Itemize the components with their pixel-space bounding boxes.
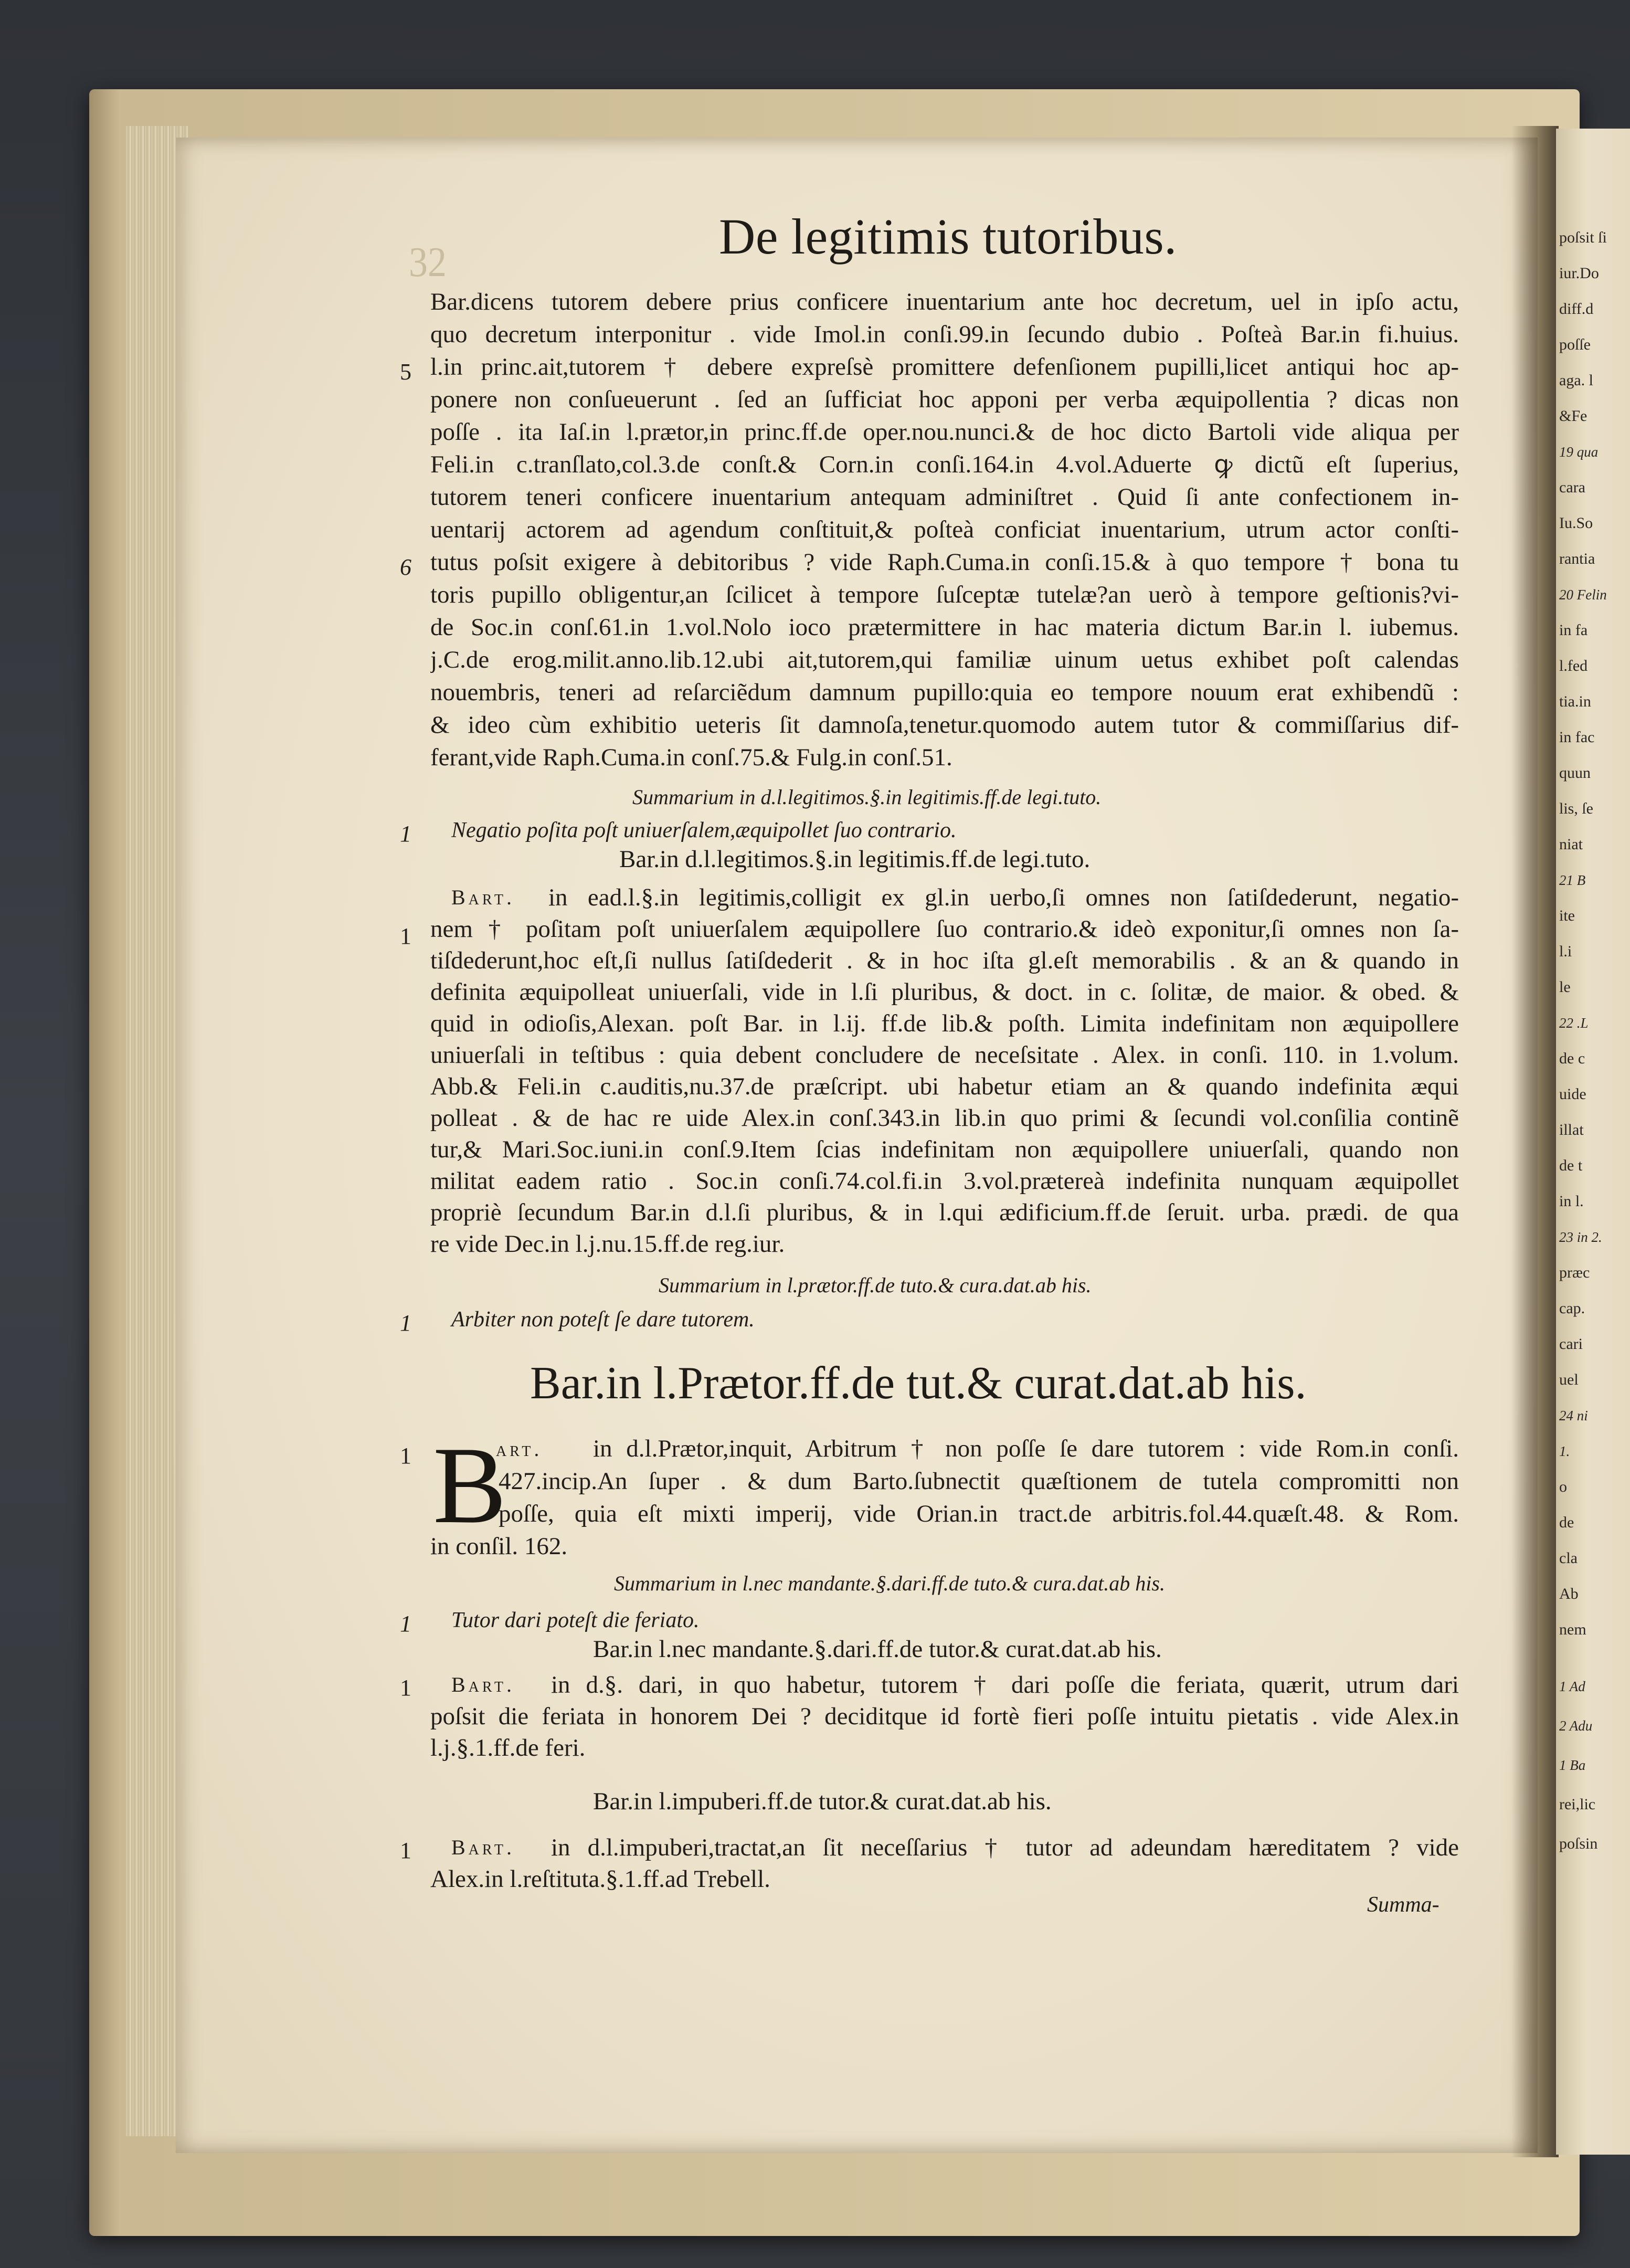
text-line: Abb.& Feli.in c.auditis,nu.37.de præſcript. ubi habetur etiam an & quando indefinita æqui: [430, 1073, 1459, 1100]
lead-word: Bart.: [451, 1836, 515, 1859]
facing-page-text: poſſe: [1559, 336, 1591, 353]
note-number: 1: [400, 821, 411, 847]
facing-page-text: le: [1559, 978, 1571, 996]
text-line: ferant,vide Raph.Cuma.in conſ.75.& Fulg.in conſ.51.: [430, 744, 952, 771]
facing-page-text: in l.: [1559, 1193, 1584, 1210]
facing-page-text: niat: [1559, 836, 1583, 853]
text-line: in d.l.Prætor,inquit, Arbitrum † non poſſe ſe dare tutorem : vide Rom.in conſi.: [593, 1435, 1459, 1462]
facing-page-text: diff.d: [1559, 300, 1594, 318]
gutter-shadow: [1511, 126, 1559, 2157]
text-line: polleat . & de hac re uide Alex.in conſ.343.in lib.in quo primi & ſecundi vol.conſilia continẽ: [430, 1104, 1459, 1132]
facing-page-text: quun: [1559, 764, 1591, 782]
text-line: toris pupillo obligentur,an ſcilicet à tempore ſuſceptæ tutelæ?an uerò à tempore geſtionis?vi-: [430, 581, 1459, 608]
lead-word: art.: [496, 1437, 543, 1461]
facing-page-text: poſsit ſi: [1559, 229, 1607, 246]
facing-page-text: 20 Felin: [1559, 587, 1607, 603]
margin-number: 6: [400, 554, 411, 580]
facing-page-text: de: [1559, 1514, 1574, 1531]
facing-page-text: illat: [1559, 1121, 1584, 1138]
text-line: nem † poſitam poſt uniuerſalem æquipollere ſuo contrario.& ideò exponitur,ſi omnes non ſa-: [430, 915, 1459, 943]
text-line: in d.§. dari, in quo habetur, tutorem † dari poſſe die feriata, quærit, utrum dari: [551, 1671, 1459, 1699]
facing-page-text: in fac: [1559, 729, 1595, 746]
facing-page-text: &Fe: [1559, 407, 1587, 425]
facing-page-text: 22 .L: [1559, 1015, 1589, 1031]
text-line: de Soc.in conſ.61.in 1.vol.Nolo ioco prætermittere in hac materia dictum Bar.in l. iubemus.: [430, 614, 1459, 641]
facing-page-text: lis, ſe: [1559, 800, 1593, 817]
facing-page-text: uide: [1559, 1085, 1586, 1103]
facing-page-text: l.fed: [1559, 657, 1588, 674]
text-line: tur,& Mari.Soc.iuni.in conſ.9.Item ſcias indefinitam non æquipollere uniuerſali, quando non: [430, 1136, 1459, 1163]
text-line: tutorem teneri conficere inuentarium antequam adminiſtret . Quid ſi ante confectionem in-: [430, 483, 1459, 511]
text-line: l.j.§.1.ff.de feri.: [430, 1734, 586, 1761]
facing-page-text: rei,lic: [1559, 1796, 1596, 1813]
facing-page-text: l.i: [1559, 943, 1572, 960]
section-heading: Bar.in l.Prætor.ff.de tut.& curat.dat.ab his.: [530, 1358, 1307, 1409]
summary-line: Summarium in l.nec mandante.§.dari.ff.de tuto.& cura.dat.ab his.: [614, 1571, 1165, 1595]
facing-page-text: Iu.So: [1559, 514, 1593, 532]
summary-note: Arbiter non poteſt ſe dare tutorem.: [451, 1307, 755, 1332]
facing-page-text: iur.Do: [1559, 265, 1599, 282]
facing-page-text: poſsin: [1559, 1835, 1598, 1852]
margin-number: 1: [400, 1675, 411, 1701]
facing-page-text: Ab: [1559, 1585, 1579, 1602]
text-line: Alex.in l.reſtituta.§.1.ff.ad Trebell.: [430, 1865, 770, 1893]
text-line: tiſdederunt,hoc eſt,ſi nullus ſatiſdederit . & in hoc iſta gl.eſt memorabilis . & an & quando in: [430, 947, 1459, 974]
page-number-mark: 32: [409, 239, 447, 286]
text-line: j.C.de erog.milit.anno.lib.12.ubi ait,tutorem,qui familiæ uinum uetus exhibet poſt calendas: [430, 646, 1459, 673]
note-number: 1: [400, 1310, 411, 1336]
text-line: propriè ſecundum Bar.in d.l.ſi pluribus, & in l.qui ædificium.ff.de ſeruit. urba. prædi. de qua: [430, 1199, 1459, 1226]
text-line: quo decretum interponitur . vide Imol.in conſi.99.in ſecundo dubio . Poſteà Bar.in fi.huius.: [430, 321, 1459, 348]
text-line: l.in princ.ait,tutorem † debere expreſsè promittere defenſionem pupilli,licet antiqui hoc ap-: [430, 353, 1459, 381]
text-line: 427.incip.An ſuper . & dum Barto.ſubnectit quæſtionem de tutela compromitti non: [499, 1468, 1459, 1495]
text-line: poſſe, quia eſt mixti imperij, vide Orian.in tract.de arbitris.fol.44.quæſt.48. & Rom.: [499, 1500, 1459, 1527]
facing-page-text: de c: [1559, 1050, 1585, 1067]
text-line: poſsit die feriata in honorem Dei ? deciditque id fortè fieri poſſe intuitu pietatis . vide Alex.in: [430, 1703, 1459, 1730]
lead-word: Bart.: [451, 885, 515, 909]
facing-page-text: 1 Ba: [1559, 1757, 1586, 1773]
margin-number: 5: [400, 359, 411, 385]
summary-line: Summarium in l.prætor.ff.de tuto.& cura.dat.ab his.: [659, 1273, 1092, 1297]
facing-page-text: tia.in: [1559, 693, 1591, 710]
facing-page-text: 2 Adu: [1559, 1718, 1593, 1734]
facing-page-text: in fa: [1559, 621, 1588, 639]
text-line: militat eadem ratio . Soc.in conſi.74.col.fi.in 3.vol.prætereà indefinita nunquam æquipollet: [430, 1167, 1459, 1195]
text-line: & ideo cùm exhibitio ueteris ſit damnoſa,tenetur.quomodo autem tutor & commiſſarius dif-: [430, 711, 1459, 739]
text-line: quid in odioſis,Alexan. poſt Bar. in l.ij. ff.de lib.& poſth. Limita indefinitam non æquipollere: [430, 1010, 1459, 1037]
margin-number: 1: [400, 1443, 411, 1469]
facing-page-text: 23 in 2.: [1559, 1229, 1602, 1245]
drop-capital: B: [433, 1425, 507, 1546]
facing-page-text: cap.: [1559, 1300, 1585, 1317]
summary-note: Negatio poſita poſt uniuerſalem,æquipollet ſuo contrario.: [451, 818, 957, 842]
section-heading: Bar.in l.impuberi.ff.de tutor.& curat.dat.ab his.: [593, 1788, 1052, 1815]
catchword: Summa-: [1367, 1893, 1440, 1917]
facing-page-text: o: [1559, 1478, 1567, 1495]
text-line: Bar.dicens tutorem debere prius conficere inuentarium ante hoc decretum, uel in ipſo actu,: [430, 288, 1459, 315]
text-line: definita æquipolleat uniuerſali, vide in l.ſi pluribus, & doct. in c. ſolitæ, de maior. & obed. &: [430, 978, 1459, 1006]
facing-page-text: rantia: [1559, 550, 1595, 567]
facing-page-text: uel: [1559, 1371, 1579, 1388]
text-line: in ead.l.§.in legitimis,colligit ex gl.in uerbo,ſi omnes non ſatiſdederunt, negatio-: [548, 884, 1459, 911]
summary-line: Summarium in d.l.legitimos.§.in legitimis.ff.de legi.tuto.: [632, 785, 1102, 809]
margin-number: 1: [400, 923, 411, 949]
running-head: De legitimis tutoribus.: [719, 208, 1177, 265]
text-line: nouembris, teneri ad reſarciẽdum damnum pupillo:quia eo tempore nouum erat exhibendũ :: [430, 679, 1459, 706]
text-line: re vide Dec.in l.j.nu.15.ff.de reg.iur.: [430, 1230, 785, 1258]
facing-page-text: 19 qua: [1559, 444, 1599, 460]
summary-note: Tutor dari poteſt die feriato.: [451, 1608, 700, 1632]
text-line: uentarij actorem ad agendum conſtituit,& poſteà conficiat inuentarium, utrum actor conſti-: [430, 516, 1459, 543]
text-line: in d.l.impuberi,tractat,an ſit neceſſarius † tutor ad adeundam hæreditatem ? vide: [551, 1834, 1459, 1861]
text-line: uniuerſali in teſtibus : quia debent concludere de neceſsitate . Alex. in conſi. 110. in 1.volum.: [430, 1041, 1459, 1069]
lead-word: Bart.: [451, 1673, 515, 1696]
note-number: 1: [400, 1611, 411, 1637]
facing-page-text: aga. l: [1559, 372, 1593, 389]
facing-page-text: 21 B: [1559, 872, 1586, 888]
text-line: poſſe . ita Iaſ.in l.prætor,in princ.ff.de oper.nou.nunci.& de hoc dicto Bartoli vide aliqua per: [430, 418, 1459, 446]
facing-page-text: nem: [1559, 1621, 1586, 1638]
text-line: in conſil. 162.: [430, 1533, 568, 1560]
facing-page-text: 1.: [1559, 1443, 1570, 1459]
text-line: Feli.in c.tranſlato,col.3.de conſt.& Corn.in conſi.164.in 4.vol.Aduerte ꝙ dictũ eſt ſuperius,: [430, 451, 1459, 478]
section-heading: Bar.in l.nec mandante.§.dari.ff.de tutor.& curat.dat.ab his.: [593, 1636, 1162, 1663]
facing-page: [1556, 129, 1630, 2155]
section-heading: Bar.in d.l.legitimos.§.in legitimis.ff.de legi.tuto.: [619, 846, 1091, 873]
facing-page-text: 1 Ad: [1559, 1679, 1585, 1694]
margin-number: 1: [400, 1838, 411, 1863]
facing-page-text: 24 ni: [1559, 1408, 1588, 1423]
facing-page-text: de t: [1559, 1157, 1583, 1174]
facing-page-text: cara: [1559, 479, 1585, 496]
text-line: tutus poſsit exigere à debitoribus ? vide Raph.Cuma.in conſi.15.& à quo tempore † bona tu: [430, 548, 1459, 576]
facing-page-text: cari: [1559, 1335, 1583, 1353]
facing-page-text: præc: [1559, 1264, 1590, 1281]
facing-page-text: ite: [1559, 907, 1575, 924]
facing-page-text: cla: [1559, 1549, 1578, 1567]
text-line: ponere non conſueuerunt . ſed an ſufficiat hoc apponi per verba æquipollentia ? dicas non: [430, 386, 1459, 413]
